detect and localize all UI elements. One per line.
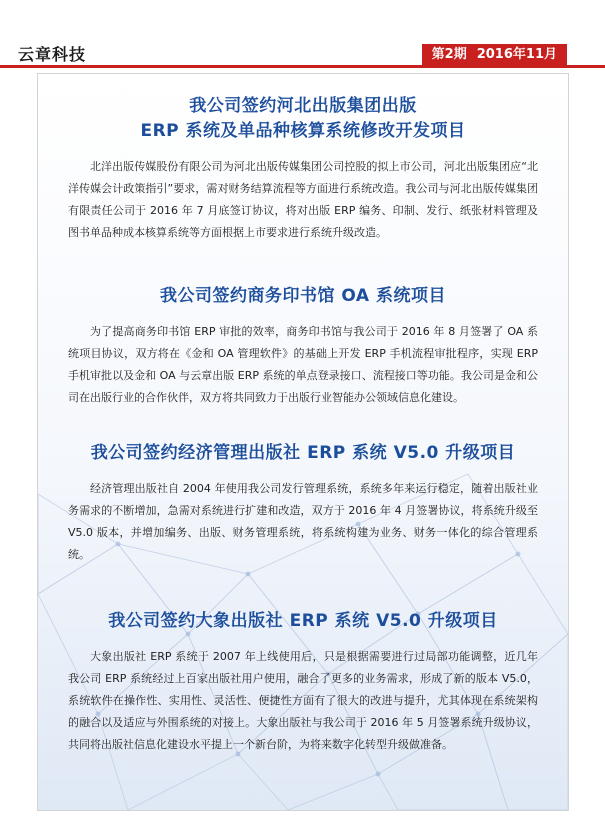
page-header <box>0 0 605 70</box>
issue-suffix: 期 <box>453 47 467 62</box>
article-economic-management-erp <box>68 441 538 566</box>
article-hebei-publishing <box>68 94 538 244</box>
article-title <box>68 609 538 634</box>
article-title <box>68 441 538 466</box>
article-title <box>68 94 538 144</box>
brand-name: 云章科技 <box>18 45 87 64</box>
article-title <box>68 284 538 309</box>
article-body: 为了提高商务印书馆 ERP 审批的效率，商务印书馆与我公司于 2016 年 8 月签署了 OA 系统项目协议，双方将在《金和 OA 管理软件》的基础上开发 ERP 手机流程审批程序，实现 ERP 手机审批以及金和 OA 与云章出版 ERP 系统的单点登录接口、流程接口等功能。我公司是金和公司在出版行业的合作伙伴，双方将共同致力于出版行业智能办公领域信息化建设。 <box>68 325 538 404</box>
title-line: 我公司签约河北出版集团出版 <box>189 96 417 116</box>
issue-number: 2 <box>444 47 454 62</box>
header-rule <box>0 65 605 68</box>
title-line: 我公司签约大象出版社 ERP 系统 V5.0 升级项目 <box>108 611 498 631</box>
article-commercial-press-oa <box>68 284 538 409</box>
content-frame <box>37 73 569 811</box>
title-line: ERP 系统及单品种核算系统修改开发项目 <box>140 121 466 141</box>
title-line: 我公司签约商务印书馆 OA 系统项目 <box>160 286 446 306</box>
issue-prefix: 第 <box>431 47 445 62</box>
issue-badge <box>422 44 567 66</box>
article-body: 经济管理出版社自 2004 年使用我公司发行管理系统，系统多年来运行稳定，随着出版社业务需求的不断增加，急需对系统进行扩建和改造，双方于 2016 年 4 月签署协议，将系统升级至 V5.0 版本，并增加编务、出版、财务管理系统，将系统构建为业务、财务一体化的综合管理系统。 <box>68 482 538 561</box>
article-body: 北洋出版传媒股份有限公司为河北出版传媒集团公司控股的拟上市公司，河北出版集团应“北洋传媒会计政策指引”要求，需对财务结算流程等方面进行系统改造。我公司与河北出版传媒集团有限责任公司于 2016 年 7 月底签订协议，将对出版 ERP 编务、印制、发行、纸张材料管理及图书单品种成本核算系统等方面根据上市要求进行系统升级改造。 <box>68 160 538 239</box>
title-line: 我公司签约经济管理出版社 ERP 系统 V5.0 升级项目 <box>90 443 516 463</box>
issue-date: 2016年11月 <box>476 47 557 62</box>
article-daxiang-erp <box>68 609 538 756</box>
article-body: 大象出版社 ERP 系统于 2007 年上线使用后，只是根据需要进行过局部功能调整，近几年我公司 ERP 系统经过上百家出版社用户使用，融合了更多的业务需求，形成了新的版本 V5.0，系统软件在操作性、实用性、灵活性、便捷性方面有了很大的改进与提升，尤其体现在系统架构的融合以及适应与外围系统的对接上。大象出版社与我公司于 2016 年 5 月签署系统升级协议，共同将出版社信息化建设水平提上一个新台阶，为将来数字化转型升级做准备。 <box>68 650 538 751</box>
